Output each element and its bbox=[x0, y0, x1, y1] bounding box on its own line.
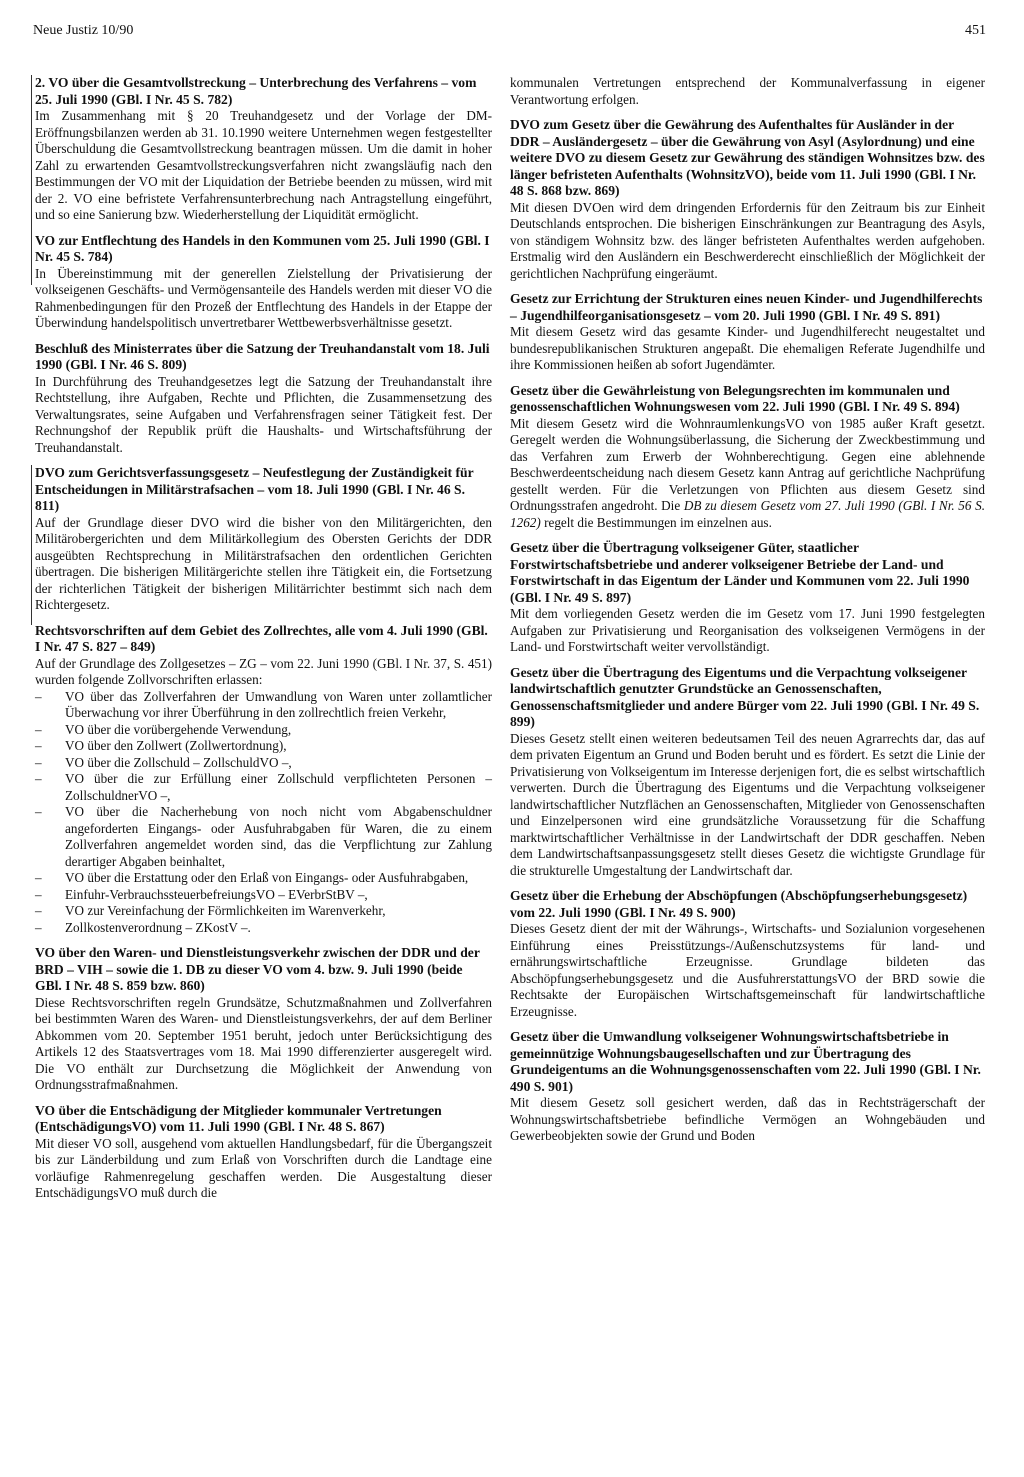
entry-heading: Gesetz zur Errichtung der Strukturen eines neuen Kinder- und Jugendhilferechts – Jugendhilfeorganisationsgesetz – vom 20. Juli 1990 (GBl. I Nr. 49 S. 891) bbox=[510, 291, 983, 323]
entry-body: Mit dem vorliegenden Gesetz werden die im Gesetz vom 17. Juni 1990 festgelegten Aufgaben zur Privatisierung und Reorganisation des volkseigenen Vermögens in der Land- und Forstwirtschaft weiter vervollständigt. bbox=[510, 606, 985, 654]
entry-body: Auf der Grundlage dieser DVO wird die bisher von den Militärgerichten, den Militärobergerichten und dem Militärkollegium des Obersten Gerichts der DDR ausgeübten Rechtsprechung in Militärstrafsachen den ordentlichen Gerichten übertragen. Die bisherigen Militärgerichte stellen ihre Tätigkeit ein, die Fortsetzung der richterlichen Tätigkeit der bisherigen Militärrichter bestimmt sich nach dem Richtergesetz. bbox=[35, 514, 492, 612]
entry-heading: Gesetz über die Umwandlung volkseigener Wohnungswirtschaftsbetriebe in gemeinnützige Wohnungsbaugesellschaften und zur Übertragung des Grundeigentums an die Wohnungsgenossenschaften vom 22. Juli 1990 (GBl. I Nr. 490 S. 901) bbox=[510, 1029, 981, 1094]
margin-bar bbox=[31, 75, 32, 285]
entry-heading: Gesetz über die Erhebung der Abschöpfungen (Abschöpfungserhebungsgesetz) vom 22. Juli 1990 (GBl. I Nr. 49 S. 900) bbox=[510, 888, 968, 920]
entry-belegungsrechte bbox=[510, 383, 985, 532]
list-item: – VO über die zur Erfüllung einer Zollschuld verpflichteten Personen – ZollschuldnerVO –, bbox=[35, 771, 492, 804]
entry-entschaedigungsvo bbox=[35, 1103, 492, 1202]
entry-body: Mit diesem Gesetz wird das gesamte Kinder- und Jugendhilferecht neugestaltet und bundesrepublikanischen Strukturen angepaßt. Die ehemaligen Referate Jugendhilfe und ihre Kommissionen heißen ab sofort Jugendämter. bbox=[510, 324, 985, 372]
entry-body bbox=[510, 416, 985, 532]
entry-heading: VO zur Entflechtung des Handels in den Kommunen vom 25. Juli 1990 (GBl. I Nr. 45 S. 784) bbox=[35, 232, 490, 264]
entry-heading: Gesetz über die Gewährleistung von Belegungsrechten im kommunalen und genossenschaftlichen Wohnungswesen vom 22. Juli 1990 (GBl. I Nr. 49 S. 894) bbox=[510, 382, 960, 414]
entry-heading: DVO zum Gesetz über die Gewährung des Aufenthaltes für Ausländer in der DDR – Ausländergesetz – über die Gewährung von Asyl (Asylordnung) und eine weitere DVO zu diesem Gesetz zur Gewährung des ständigen Wohnsitzes bzw. des länger befristeten Aufenthalts (WohnsitzVO), beide vom 11. Juli 1990 (GBl. I Nr. 48 S. 868 bzw. 869) bbox=[510, 117, 985, 198]
continued-text: kommunalen Vertretungen entsprechend der Kommunalverfassung in eigener Verantwortung erfolgen. bbox=[510, 75, 985, 107]
journal-title: Neue Justiz 10/90 bbox=[33, 23, 134, 38]
left-column bbox=[35, 75, 492, 1211]
entry-satzung-treuhandanstalt bbox=[35, 341, 492, 457]
body-text: Mit diesem Gesetz wird die WohnraumlenkungsVO von 1985 außer Kraft gesetzt. Geregelt werden die Wohnungsüberlassung, die Sicherung der Zweckbestimmung und das Verfahren zum Erwerb der Wohnberechtigung. Gegen eine ablehnende Beschwerdeentscheidung nach diesem Gesetz kann Antrag auf gerichtliche Nachprüfung gestellt werden. Für die Verletzungen von Pflichten aus diesem Gesetz sind Ordnungsstrafen angedroht. Die bbox=[510, 415, 985, 513]
entry-jugendhilfe bbox=[510, 291, 985, 374]
entry-heading: Rechtsvorschriften auf dem Gebiet des Zollrechtes, alle vom 4. Juli 1990 (GBl. I Nr. 47 S. 827 – 849) bbox=[35, 622, 488, 654]
entry-auslaendergesetz bbox=[510, 117, 985, 282]
list-item: – VO über die Zollschuld – ZollschuldVO –, bbox=[35, 755, 492, 772]
entry-heading: VO über den Waren- und Dienstleistungsverkehr zwischen der DDR und der BRD – VIH – sowie die 1. DB zu dieser VO vom 4. bzw. 9. Juli 1990 (beide GBl. I Nr. 48 S. 859 bzw. 860) bbox=[35, 945, 480, 993]
entry-body: Im Zusammenhang mit § 20 Treuhandgesetz und der Vorlage der DM-Eröffnungsbilanzen werden ab 31. 10.1990 weitere Unternehmen wegen festgestellter Überschuldung die Gesamtvollstreckung beantragen müssen. Um die damit in hoher Zahl zu erwartenden Gesamtvollstreckungsverfahren nicht zwangsläufig nach den Bestimmungen der VO mit der Liquidation der Betriebe beenden zu müssen, wird mit der 2. VO eine befristete Verfahrensunterbrechung nach Antragstellung eingeführt, und so eine Sanierung bzw. Wiederherstellung der Liquidität ermöglicht. bbox=[35, 108, 492, 222]
entry-entflechtung-handel bbox=[35, 233, 492, 332]
margin-bar bbox=[31, 465, 32, 625]
entry-heading: DVO zum Gerichtsverfassungsgesetz – Neufestlegung der Zuständigkeit für Entscheidungen in Militärstrafsachen – vom 18. Juli 1990 (GBl. I Nr. 46 S. 811) bbox=[35, 465, 474, 513]
entry-heading: Beschluß des Ministerrates über die Satzung der Treuhandanstalt vom 18. Juli 1990 (GBl. I Nr. 46 S. 809) bbox=[35, 340, 490, 372]
right-column bbox=[510, 75, 985, 1154]
list-item: – VO über die vorübergehende Verwendung, bbox=[35, 722, 492, 739]
list-item: – VO über die Erstattung oder den Erlaß von Eingangs- oder Ausfuhrabgaben, bbox=[35, 870, 492, 887]
entry-continuation bbox=[510, 75, 985, 108]
entry-landwirtschaft-grundstuecke bbox=[510, 665, 985, 880]
entry-body: Auf der Grundlage des Zollgesetzes – ZG – vom 22. Juni 1990 (GBl. I Nr. 37, S. 451) wurden folgende Zollvorschriften erlassen: bbox=[35, 655, 492, 687]
entry-abschoepfungen bbox=[510, 888, 985, 1020]
entry-zollrecht bbox=[35, 623, 492, 937]
entry-body: Mit diesem Gesetz soll gesichert werden, daß das in Rechtsträgerschaft der Wohnungswirtschaftsbetriebe befindliche Vermögen an Wohngebäuden und Gewerbeobjekten sowie der Grund und Boden bbox=[510, 1095, 985, 1143]
page-number: 451 bbox=[965, 23, 986, 38]
list-item: – VO über das Zollverfahren der Umwandlung von Waren unter zollamtlicher Überwachung vor ihrer Überführung in den zollrechtlich freien Verkehr, bbox=[35, 689, 492, 722]
cited-regulation: DB zu diesem Gesetz vom 27. Juli 1990 (GBl. I Nr. 56 S. 1262) bbox=[510, 498, 986, 530]
entry-heading: Gesetz über die Übertragung volkseigener Güter, staatlicher Forstwirtschaftsbetriebe und anderer volkseigener Betriebe der Land- und Forstwirtschaft in das Eigentum der Länder und Kommunen vom 22. Juli 1990 (GBl. I Nr. 49 S. 897) bbox=[510, 540, 970, 605]
list-item: – Einfuhr-VerbrauchssteuerbefreiungsVO – EVerbrStBV –, bbox=[35, 887, 492, 904]
entry-waren-dienstleistungsverkehr bbox=[35, 945, 492, 1094]
entry-body: Dieses Gesetz stellt einen weiteren bedeutsamen Teil des neuen Agrarrechts dar, das auf dem privaten Eigentum an Grund und Boden beruht und es fördert. Es setzt die Linie der Privatisierung von Volkseigentum im Interesse derjenigen fort, die es selbst wirtschaftlich verwerten. Durch die Übertragung des Eigentums und die Verpachtung volkseigener landwirtschaftlicher Nutzflächen an Genossenschaften, Mitglieder von Genossenschaften und Einzelpersonen wird eine grundsätzliche Voraussetzung für die Schaffung marktwirtschaftlicher Verhältnisse in der Landwirtschaft der DDR geschaffen. Neben dem Landwirtschaftsanpassungsgesetz stellt dieses Gesetz die wichtigste Grundlage für die strukturelle Umgestaltung der Landwirtschaft dar. bbox=[510, 730, 985, 878]
entry-body: In Durchführung des Treuhandgesetzes legt die Satzung der Treuhandanstalt ihre Rechtstellung, ihre Aufgaben, Rechte und Pflichten, die Zusammensetzung des Verwaltungsrates, seine Aufgaben und Verfahrensfragen seiner Tätigkeit fest. Der Rechnungshof der Republik prüft die Haushalts- und Wirtschaftsführung der Treuhandanstalt. bbox=[35, 373, 492, 455]
list-item: – VO über die Nacherhebung von noch nicht vom Abgabenschuldner angeforderten Eingangs- oder Ausfuhrabgaben für Waren, die zu einem Zollverfahren angemeldet worden sind, das die Verpflichtung zur Zahlung derartiger Abgaben beinhaltet, bbox=[35, 804, 492, 870]
page-header bbox=[33, 20, 986, 42]
entry-body: Diese Rechtsvorschriften regeln Grundsätze, Schutzmaßnahmen und Zollverfahren bei bestimmten Waren des Waren- und Dienstleistungsverkehrs, der auf dem Berliner Abkommen vom 20. September 1951 beruht, jedoch unter Berücksichtigung des Artikels 12 des Staatsvertrages vom 18. Mai 1990 differenzierter ausgeregelt wird. Die VO enthält zur Durchsetzung die Möglichkeit der Anwendung von Ordnungsstrafmaßnahmen. bbox=[35, 994, 492, 1092]
body-text-tail: regelt die Bestimmungen im einzelnen aus. bbox=[544, 514, 772, 530]
zoll-regulation-list bbox=[35, 689, 492, 937]
list-item: – VO zur Vereinfachung der Förmlichkeiten im Warenverkehr, bbox=[35, 903, 492, 920]
list-item: – Zollkostenverordnung – ZKostV –. bbox=[35, 920, 492, 937]
entry-heading: Gesetz über die Übertragung des Eigentums und die Verpachtung volkseigener landwirtschaftlich genutzter Grundstücke an Genossenschaften, Genossenschaftsmitglieder und andere Bürger vom 22. Juli 1990 (GBl. I Nr. 49 S. 899) bbox=[510, 664, 980, 729]
entry-heading: VO über die Entschädigung der Mitglieder kommunaler Vertretungen (EntschädigungsVO) vom 11. Juli 1990 (GBl. I Nr. 48 S. 867) bbox=[35, 1102, 442, 1134]
entry-heading: 2. VO über die Gesamtvollstreckung – Unterbrechung des Verfahrens – vom 25. Juli 1990 (GBl. I Nr. 45 S. 782) bbox=[35, 75, 477, 107]
entry-body: Mit dieser VO soll, ausgehend vom aktuellen Handlungsbedarf, für die Übergangszeit bis zur Länderbildung und zum Erlaß von Vorschriften durch die Landtage eine vorläufige Rahmenregelung geschaffen werden. Die Ausgestaltung dieser EntschädigungsVO muß durch die bbox=[35, 1135, 492, 1200]
entry-gesamtvollstreckung bbox=[35, 75, 492, 224]
entry-militaerstrafsachen bbox=[35, 465, 492, 614]
entry-body: Mit diesen DVOen wird dem dringenden Erfordernis für den Zeitraum bis zur Einheit Deutschlands entsprochen. Die bisherigen Einschränkungen zur Beantragung des Asyls, von ständigem Wohnsitz bzw. des länger befristeten Aufenthaltes werden aufgehoben. Erstmalig wird den Ausländern ein Beschwerderecht einschließlich der Möglichkeit der gerichtlichen Nachprüfung eingeräumt. bbox=[510, 199, 985, 281]
entry-wohnungswirtschaft bbox=[510, 1029, 985, 1145]
entry-body: Dieses Gesetz dient der mit der Währungs-, Wirtschafts- und Sozialunion vorgesehenen Einführung eines Preisstützungs-/Außenschutzsystems für land- und ernährungswirtschaftliche Erzeugnisse. Grundlage bildeten das Abschöpfungserhebungsgesetz und die AusfuhrerstattungsVO der BRD sowie die Rechtsakte der Europäischen Wirtschaftsgemeinschaft für landwirtschaftliche Erzeugnisse. bbox=[510, 921, 985, 1019]
entry-volkseigene-gueter bbox=[510, 540, 985, 656]
list-item: – VO über den Zollwert (Zollwertordnung), bbox=[35, 738, 492, 755]
entry-body: In Übereinstimmung mit der generellen Zielstellung der Privatisierung der volkseigenen Geschäfts- und Vermögensanteile des Handels werden mit dieser VO die Rahmenbedingungen für den Prozeß der Entflechtung des Handels in der Etappe der Überwindung handelspolitisch unvertretbarer Wettbewerbsverhältnisse gesetzt. bbox=[35, 265, 492, 330]
